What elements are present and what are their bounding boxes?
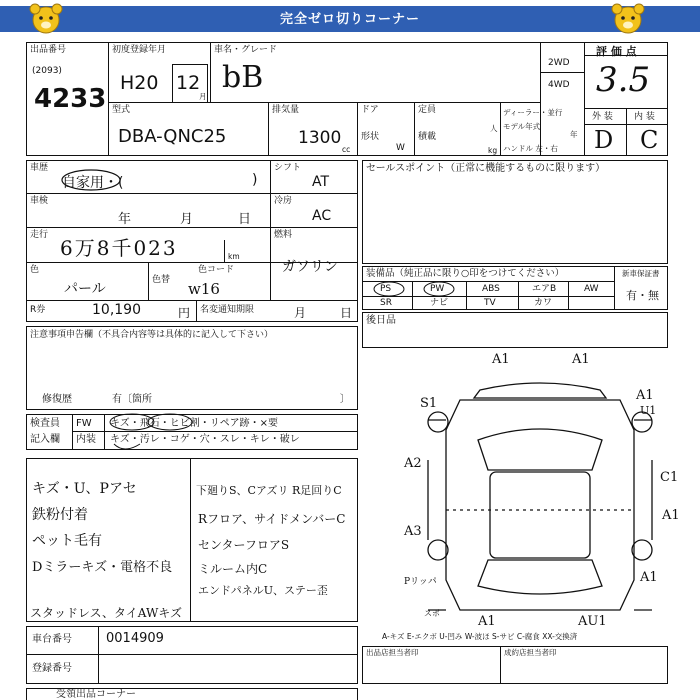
pw-circle-icon [422, 281, 456, 297]
notice-month: 月 [294, 306, 307, 320]
month-suffix: 月 [199, 92, 207, 101]
equip-tv: TV [484, 298, 496, 308]
history-label: 車歴 [30, 163, 49, 173]
bear-mascot-icon-right [608, 2, 648, 36]
repair-history-close: 〕 [340, 394, 350, 405]
interior-row-label: 内装 [76, 434, 96, 445]
history-close-paren: ) [252, 172, 258, 188]
equip-leather: カワ [534, 298, 553, 308]
price-value: 10,190 [92, 302, 141, 318]
history-value: 自家用・( [62, 175, 124, 191]
lot-number: 4233 [34, 84, 107, 114]
price-label: R券 [30, 305, 46, 315]
car-name-label: 車名・グレード [214, 45, 278, 55]
footer-text: 受領出品コーナー [56, 689, 136, 700]
color-change-label: 色替 [152, 275, 171, 285]
mark-right-a1b: A1 [662, 508, 680, 523]
shape-label: 形状 [361, 132, 380, 142]
mark-left-pnote: Pリッパ [404, 577, 437, 587]
inspector-label-1: 検査員 [30, 418, 60, 429]
warranty-label: 新車保証書 [622, 269, 660, 278]
equip-ps: PS [380, 284, 392, 294]
sales-point-frame [362, 160, 668, 264]
mark-bottom-a1: A1 [478, 614, 496, 629]
equip-airbag: エアB [532, 284, 557, 294]
name-change-label: 名変通知期限 [200, 305, 255, 315]
registration-month: 12 [176, 72, 201, 94]
remark-left-5: スタッドレス、タイAWキズ [30, 606, 183, 620]
handle-label: ハンドル 左・右 [503, 144, 558, 153]
repair-history-value: 有〔箇所 [112, 394, 152, 405]
lot-number-label: 出品番号 [30, 45, 67, 55]
displacement-value: 1300 [298, 128, 342, 148]
mark-left-a2: A2 [404, 456, 422, 471]
damage-legend: A-キズ E-エクボ U-凹み W-波ほ S-サビ C-腐食 XX-交換済 [382, 632, 578, 641]
remark-right-3: センターフロアS [198, 538, 290, 552]
seller-seal-label: 出品店担当者印 [366, 648, 419, 657]
color-value: パール [64, 281, 106, 297]
notes-label: 注意事項申告欄（不具合内容等は具体的に記入して下さい） [30, 330, 274, 340]
buyer-seal-label: 成約店担当者印 [504, 648, 557, 657]
dealer-label: ディーラー・並行 [503, 108, 563, 117]
remark-left-2: 鉄粉付着 [32, 507, 88, 523]
drive-2wd: 2WD [548, 58, 570, 68]
car-name: bB [222, 60, 264, 95]
notice-day: 日 [340, 306, 353, 320]
ac-value: AC [312, 208, 332, 224]
inspection-year: 年 [118, 212, 132, 227]
mileage-value: 6万8千023 [60, 236, 178, 260]
km-unit: km [228, 252, 240, 261]
person-unit: 人 [490, 124, 498, 133]
equip-sr: SR [380, 298, 392, 308]
exterior-grade: D [594, 126, 614, 154]
banner-title: 完全ゼロ切りコーナー [279, 12, 420, 27]
exterior-defects-row: キズ・飛石・ヒビ割・リペア跡・×要 [110, 418, 278, 429]
model-label: 型式 [112, 105, 131, 115]
mileage-label: 走行 [30, 230, 49, 240]
mark-right-a1: A1 [636, 388, 654, 403]
yen-unit: 円 [178, 306, 191, 320]
after-items-label: 後日品 [366, 315, 396, 326]
interior-label: 内 装 [634, 112, 655, 122]
inspection-label: 車検 [30, 196, 49, 206]
equip-abs: ABS [482, 284, 500, 294]
own-use-circle-icon [60, 168, 122, 192]
mark-bottom-au1: AU1 [578, 614, 607, 629]
bear-mascot-icon-left [26, 2, 66, 36]
inspection-day: 日 [238, 212, 252, 227]
mark-bottom-spoiler: スポ [424, 609, 440, 618]
score-label: 評 価 点 [596, 45, 637, 58]
sales-point-label: セールスポイント（正常に機能するものに限ります） [366, 163, 606, 174]
mark-right-a1c: A1 [640, 570, 658, 585]
displacement-label: 排気量 [272, 105, 300, 115]
equip-aw: AW [584, 284, 599, 294]
door-label: ドア [361, 105, 379, 115]
remark-right-4: ミルーム内C [198, 562, 268, 576]
year-unit: 年 [570, 130, 578, 139]
lot-code: (2093) [32, 66, 62, 76]
defect-marks-icon [106, 410, 196, 454]
remark-left-4: Dミラーキズ・電格不良 [32, 560, 173, 575]
drive-4wd: 4WD [548, 80, 570, 90]
cc-unit: cc [342, 145, 351, 154]
inspector-label-2: 記入欄 [30, 434, 60, 445]
color-label: 色 [30, 265, 40, 275]
mark-left-s1: S1 [420, 396, 438, 411]
mark-top-a1b: A1 [572, 352, 590, 367]
remark-right-5: エンドパネルU、ステー歪 [198, 584, 328, 597]
color-code-label: 色コード [198, 265, 235, 275]
interior-defects-row: キズ・汚レ・コゲ・穴・スレ・キレ・破レ [110, 434, 300, 445]
remark-right-2: Rフロア、サイドメンバーC [198, 512, 346, 526]
warranty-value: 有・無 [626, 289, 659, 302]
kg-unit: kg [488, 146, 498, 155]
mark-left-a3: A3 [404, 524, 422, 539]
shift-label: シフト [274, 163, 302, 173]
ps-circle-icon [372, 281, 406, 297]
first-registration-label: 初度登録年月 [112, 45, 167, 55]
registration-label: 登録番号 [32, 663, 72, 674]
chassis-label: 車台番号 [32, 634, 72, 645]
mark-top-a1: A1 [492, 352, 510, 367]
model-code: DBA-QNC25 [118, 126, 227, 147]
load-label: 積載 [418, 132, 437, 142]
remark-left-3: ペット毛有 [32, 533, 102, 549]
shape-value: W [396, 143, 405, 153]
inspection-month: 月 [180, 212, 194, 227]
equip-pw: PW [430, 284, 445, 294]
fw-label: FW [76, 418, 92, 429]
color-code: w16 [188, 280, 220, 298]
exterior-label: 外 装 [592, 112, 613, 122]
remark-right-1: 下廻りS、Cアズリ R足回りC [196, 484, 342, 497]
after-items-frame [362, 312, 668, 348]
interior-grade: C [640, 126, 659, 154]
evaluation-score: 3.5 [596, 60, 651, 100]
remark-left-1: キズ・U、Pアセ [32, 481, 137, 497]
registration-era: H20 [120, 72, 159, 94]
ac-label: 冷房 [274, 196, 293, 206]
equipment-label: 装備品（純正品に限り○印をつけてください） [366, 268, 565, 279]
capacity-label: 定員 [418, 105, 437, 115]
fuel-label: 燃料 [274, 230, 293, 240]
mark-right-c1: C1 [660, 470, 679, 485]
shift-value: AT [312, 174, 330, 190]
repair-history-label: 修復歴 [42, 394, 72, 405]
equip-navi: ナビ [430, 298, 449, 308]
model-year-label: モデル年式 [503, 122, 541, 131]
chassis-frame [26, 626, 358, 684]
chassis-number: 0014909 [106, 631, 164, 646]
mark-right-u1: U1 [640, 404, 657, 417]
fuel-value: ガソリン [282, 259, 338, 275]
